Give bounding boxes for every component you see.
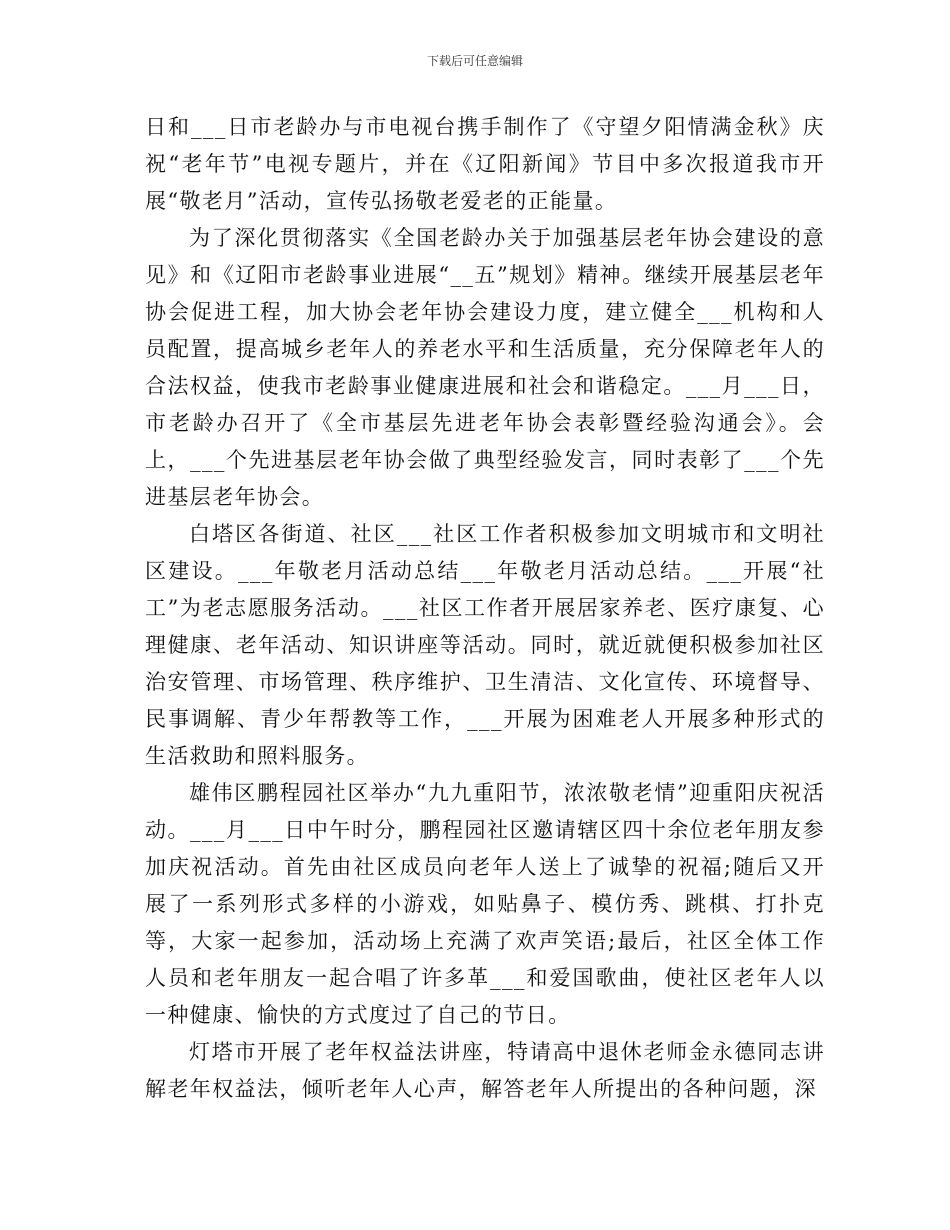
document-body — [145, 109, 825, 1108]
paragraph: 雄伟区鹏程园社区举办“九九重阳节，浓浓敬老情”迎重阳庆祝活动。___月___日中午时分，鹏程园社区邀请辖区四十余位老年朋友参加庆祝活动。首先由社区成员向老年人送上了诚挚的祝福;随后又开展了一系列形式多样的小游戏，如贴鼻子、模仿秀、跳棋、打扑克等，大家一起参加，活动场上充满了欢声笑语;最后，社区全体工作人员和老年朋友一起合唱了许多革___和爱国歌曲，使社区老年人以一种健康、愉快的方式度过了自己的节日。 — [145, 781, 825, 1027]
paragraph: 日和___日市老龄办与市电视台携手制作了《守望夕阳情满金秋》庆祝“老年节”电视专题片，并在《辽阳新闻》节目中多次报道我市开展“敬老月”活动，宣传弘扬敬老爱老的正能量。 — [145, 115, 825, 213]
page-header: 下载后可任意编辑 — [426, 54, 523, 68]
paragraph: 白塔区各街道、社区___社区工作者积极参加文明城市和文明社区建设。___年敬老月活动总结___年敬老月活动总结。___开展“社工”为老志愿服务活动。___社区工作者开展居家养老、医疗康复、心理健康、老年活动、知识讲座等活动。同时，就近就便积极参加社区治安管理、市场管理、秩序维护、卫生清洁、文化宣传、环境督导、民事调解、青少年帮教等工作，___开展为困难老人开展多种形式的生活救助和照料服务。 — [145, 522, 825, 768]
paragraph: 灯塔市开展了老年权益法讲座，特请高中退休老师金永德同志讲解老年权益法，倾听老年人心声，解答老年人所提出的各种问题，深 — [145, 1040, 825, 1101]
paragraph: 为了深化贯彻落实《全国老龄办关于加强基层老年协会建设的意见》和《辽阳市老龄事业进展“__五”规划》精神。继续开展基层老年协会促进工程，加大协会老年协会建设力度，建立健全___机构和人员配置，提高城乡老年人的养老水平和生活质量，充分保障老年人的合法权益，使我市老龄事业健康进展和社会和谐稳定。___月___日，市老龄办召开了《全市基层先进老年协会表彰暨经验沟通会》。会上，___个先进基层老年协会做了典型经验发言，同时表彰了___个先进基层老年协会。 — [145, 226, 825, 509]
